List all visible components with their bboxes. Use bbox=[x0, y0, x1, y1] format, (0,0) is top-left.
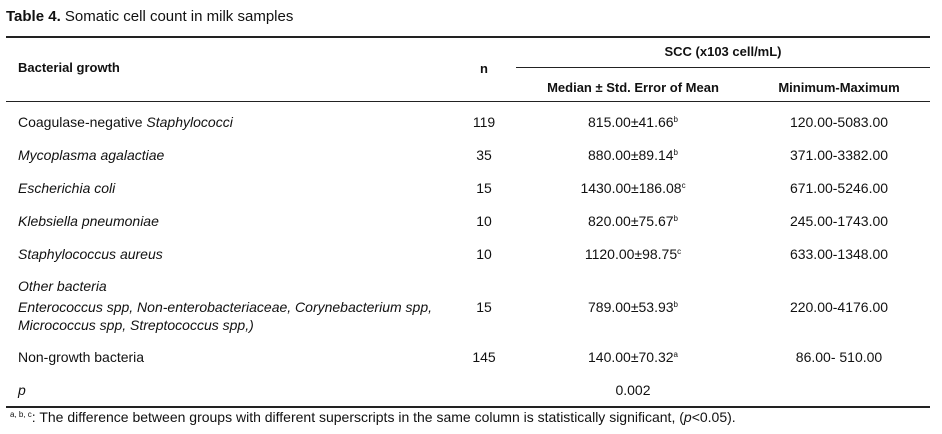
row-n: 119 bbox=[472, 114, 496, 130]
row-name: Coagulase-negative Staphylococci bbox=[18, 114, 233, 130]
header-range: Minimum-Maximum bbox=[778, 80, 900, 95]
row-range: 86.00- 510.00 bbox=[795, 349, 883, 365]
row-range: 633.00-1348.00 bbox=[789, 246, 889, 262]
row-name: Staphylococcus aureus bbox=[18, 246, 163, 262]
caption-text: Somatic cell count in milk samples bbox=[60, 8, 294, 25]
row-n: 10 bbox=[476, 246, 492, 262]
row-range: 220.00-4176.00 bbox=[789, 299, 889, 315]
header-bacterial-growth: Bacterial growth bbox=[18, 60, 120, 75]
row-name: Other bacteria bbox=[18, 278, 107, 294]
header-scc: SCC (x103 cell/mL) bbox=[664, 44, 782, 59]
row-range: 245.00-1743.00 bbox=[789, 213, 889, 229]
table-caption bbox=[6, 7, 293, 27]
row-median: 789.00±53.93$^b$ bbox=[588, 299, 678, 315]
header-n: n bbox=[480, 61, 488, 76]
top-rule bbox=[6, 36, 930, 38]
row-median: 140.00±70.32$^a$ bbox=[588, 349, 678, 365]
row-median: 1430.00±186.08$^c$ bbox=[580, 180, 686, 196]
row-n: 10 bbox=[476, 213, 492, 229]
scc-sub-rule bbox=[516, 67, 930, 68]
row-range: 671.00-5246.00 bbox=[789, 180, 889, 196]
row-median: 1120.00±98.75$^c$ bbox=[584, 246, 682, 262]
p-label: p bbox=[18, 382, 26, 398]
caption-label: Table 4. bbox=[6, 8, 61, 25]
row-range: 120.00-5083.00 bbox=[789, 114, 889, 130]
p-value: 0.002 bbox=[615, 382, 651, 398]
row-name: Klebsiella pneumoniae bbox=[18, 213, 159, 229]
row-n: 15 bbox=[476, 299, 492, 315]
row-n: 35 bbox=[476, 147, 492, 163]
footnote: $^{a, b, c}$: The difference between groups with different superscripts in the same column is statistically significant, (p<0.05). bbox=[10, 409, 736, 425]
header-rule bbox=[6, 101, 930, 102]
row-range: 371.00-3382.00 bbox=[789, 147, 889, 163]
row-name: Escherichia coli bbox=[18, 180, 116, 196]
row-name: Mycoplasma agalactiae bbox=[18, 147, 165, 163]
row-median: 880.00±89.14$^b$ bbox=[588, 147, 678, 163]
row-median: 815.00±41.66$^b$ bbox=[588, 114, 678, 130]
row-n: 15 bbox=[476, 180, 492, 196]
row-name: Non-growth bacteria bbox=[18, 349, 145, 365]
row-median: 820.00±75.67$^b$ bbox=[588, 213, 678, 229]
header-median: Median ± Std. Error of Mean bbox=[547, 80, 719, 95]
row-n: 145 bbox=[472, 349, 496, 365]
row-detail: Enterococcus spp, Non-enterobacteriaceae, Corynebacterium spp, Micrococcus spp, Streptococcus spp,) bbox=[18, 299, 432, 333]
